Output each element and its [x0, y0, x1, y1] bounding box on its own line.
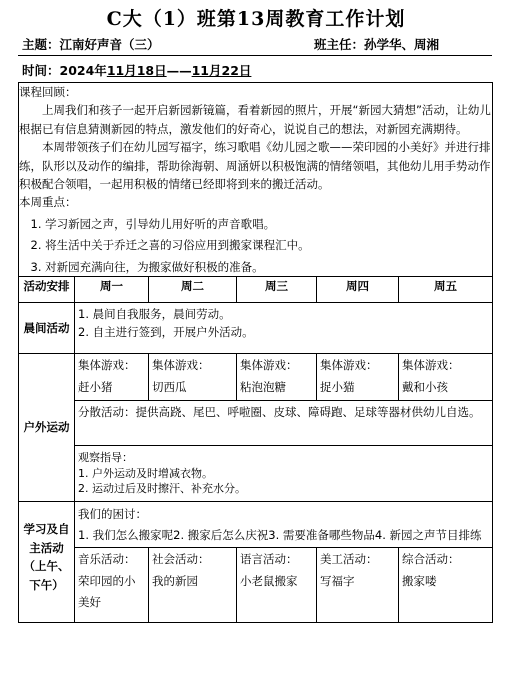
learning-questions-row [19, 502, 493, 547]
review-paragraph-1: 上周我们和孩子一起开启新园新镜篇，看着新园的照片，开展“新园大猜想”活动，让幼儿根据已有信息猜测新园的特点，激发他们的好奇心，说说自己的想法，对新园充满期待。 [19, 103, 491, 136]
activity-name: 写福字 [320, 573, 355, 588]
game-name: 赶小猪 [78, 379, 113, 394]
learning-activities-row [19, 547, 493, 622]
game-name: 切西瓜 [152, 379, 187, 394]
review-row [19, 83, 493, 277]
outdoor-group-row [19, 400, 493, 445]
focus-point: 3. 对新园充满向往，为搬家做好积极的准备。 [30, 259, 264, 274]
game-cell [237, 353, 317, 400]
activity-name: 小老鼠搬家 [240, 573, 298, 588]
game-type: 集体游戏： [240, 357, 298, 372]
activity-cell [399, 547, 493, 622]
activity-cell [317, 547, 399, 622]
day-header: 周五 [399, 276, 493, 302]
day-header: 周四 [317, 276, 399, 302]
morning-label: 晨间活动 [19, 302, 75, 353]
observation-item: 2. 运动过后及时擦汗、补充水分。 [78, 482, 246, 496]
theme-line [22, 35, 492, 53]
observation-item: 1. 户外运动及时增减衣物。 [78, 466, 213, 480]
day-header: 周二 [149, 276, 237, 302]
activity-name: 荣印园的小美好 [78, 573, 136, 610]
activity-cell [75, 547, 149, 622]
teacher-value: 孙学华、周湘 [364, 37, 440, 52]
activity-type: 音乐活动： [78, 551, 136, 566]
activity-type: 综合活动： [402, 551, 460, 566]
activity-name: 搬家喽 [402, 573, 437, 588]
review-paragraph-2: 本周带领孩子们在幼儿园写福字，练习歌唱《幼儿园之歌——荣印园的小美好》并进行排练，队形以及动作的编排，帮助徐海朝、周涵妍以积极饱满的情绪领唱，其他幼儿用手势动作积极配合领唱，一起用积极的情绪已经即将到来的搬迁活动。 [19, 140, 491, 191]
activity-type: 语言活动： [240, 551, 298, 566]
focus-point: 2. 将生活中关于乔迁之喜的习俗应用到搬家课程汇中。 [30, 238, 310, 253]
outdoor-label: 户外运动 [19, 353, 75, 502]
game-type: 集体游戏： [152, 357, 210, 372]
morning-cell [75, 302, 493, 353]
game-type: 集体游戏： [320, 357, 378, 372]
time-year: 2024年 [59, 63, 107, 78]
game-name: 捉小猫 [320, 379, 355, 394]
schedule-header-row [19, 276, 493, 302]
game-cell [317, 353, 399, 400]
questions-text: 1. 我们怎么搬家呢2. 搬家后怎么庆祝3. 需要准备哪些物品4. 新园之声节目排练 [78, 527, 482, 542]
learning-label-line: （上午、 [23, 559, 70, 574]
observation-cell [75, 445, 493, 502]
plan-table [18, 82, 493, 623]
day-header: 周三 [237, 276, 317, 302]
time-start: 11月18日 [106, 63, 167, 78]
activity-type: 社会活动： [152, 551, 210, 566]
outdoor-games-row [19, 353, 493, 400]
focus-heading: 本周重点： [19, 195, 77, 210]
learning-label-line: 学习及自 [23, 522, 70, 537]
learning-label-line: 下午） [29, 577, 64, 592]
morning-row [19, 302, 493, 353]
outdoor-observation-row [19, 445, 493, 502]
learning-label-line: 主活动 [29, 540, 64, 555]
activity-cell [237, 547, 317, 622]
review-heading: 课程回顾： [19, 85, 77, 99]
time-dash: —— [166, 63, 192, 78]
teacher-field [314, 35, 439, 53]
day-header: 周一 [75, 276, 149, 302]
divider-line [18, 55, 492, 56]
game-cell [75, 353, 149, 400]
teacher-label: 班主任： [314, 37, 365, 52]
theme-value: 江南好声音（三） [59, 37, 160, 52]
learning-label [19, 502, 75, 622]
page-title: C大（1）班第13周教育工作计划 [106, 8, 406, 30]
schedule-label: 活动安排 [19, 276, 75, 302]
time-end: 11月22日 [191, 63, 252, 78]
morning-item: 2. 自主进行签到，开展户外活动。 [78, 325, 254, 340]
game-cell [399, 353, 493, 400]
activity-cell [149, 547, 237, 622]
activity-type: 美工活动： [320, 551, 378, 566]
review-cell [19, 83, 493, 277]
observation-heading: 观察指导： [78, 450, 133, 464]
focus-point: 1. 学习新园之声，引导幼儿用好听的声音歌唱。 [30, 216, 276, 231]
morning-item: 1. 晨间自我服务，晨间劳动。 [78, 306, 231, 321]
game-type: 集体游戏： [402, 357, 460, 372]
game-type: 集体游戏： [78, 357, 136, 372]
time-label: 时间： [22, 63, 60, 78]
group-activity-cell: 分散活动：提供高跷、尾巴、呼啦圈、皮球、障碍跑、足球等器材供幼儿自选。 [75, 400, 493, 445]
game-name: 粘泡泡糖 [240, 379, 286, 394]
questions-heading: 我们的困讨： [78, 507, 147, 522]
game-name: 戴和小孩 [402, 379, 448, 394]
activity-name: 我的新园 [152, 573, 198, 588]
game-cell [149, 353, 237, 400]
time-line [22, 61, 251, 79]
theme-label: 主题： [22, 37, 60, 52]
questions-cell [75, 502, 493, 547]
